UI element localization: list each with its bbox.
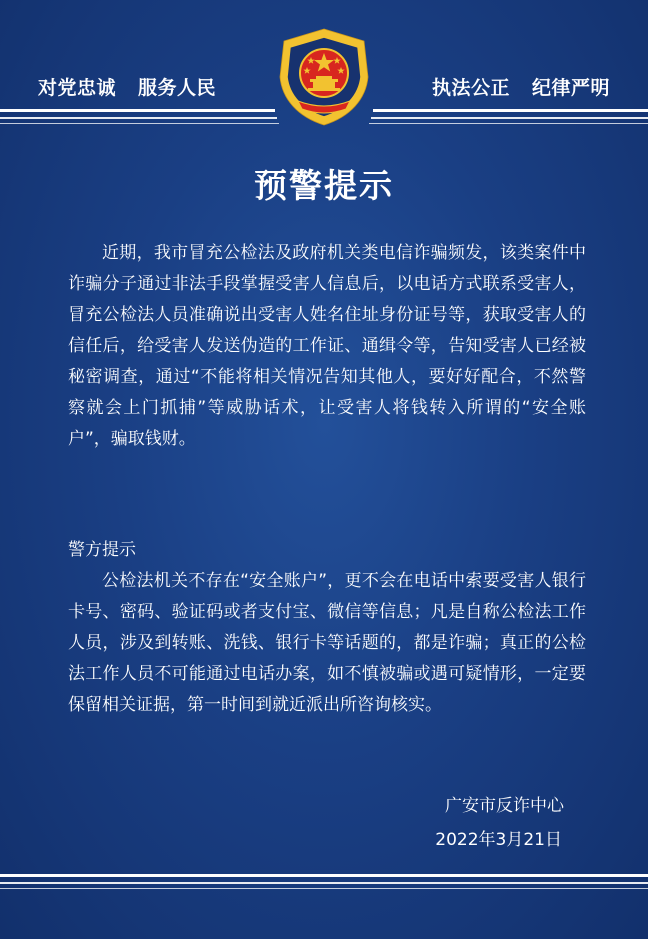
top-stripe-left-1: [0, 109, 275, 112]
body-paragraph-1: 近期，我市冒充公检法及政府机关类电信诈骗频发，该类案件中诈骗分子通过非法手段掌握受害人信息后，以电话方式联系受害人，冒充公检法人员准确说出受害人姓名住址身份证号等，获取受害人的信任后，给受害人发送伪造的工作证、通缉令等，告知受害人已经被秘密调查，通过“不能将相关情况告知其他人，要好好配合，不然警察就会上门抓捕”等威胁话术，让受害人将钱转入所谓的“安全账户”，骗取钱财。: [68, 243, 586, 449]
top-stripe-right-3: [369, 123, 648, 124]
slogan-fair-law: 执法公正: [431, 77, 510, 99]
bottom-stripe-1: [0, 874, 648, 877]
bottom-stripe-band: [0, 874, 648, 896]
header-slogans-right: [432, 75, 610, 101]
slogan-serve-people: 服务人民: [138, 77, 217, 99]
bottom-stripe-2: [0, 882, 648, 884]
slogan-loyalty: 对党忠诚: [38, 77, 117, 99]
top-stripe-right-2: [371, 117, 648, 119]
top-stripe-left-2: [0, 117, 277, 119]
signature-organization: 广安市反诈中心: [445, 796, 564, 816]
top-stripe-right-1: [373, 109, 648, 112]
slogan-strict-discipline: 纪律严明: [531, 77, 610, 99]
top-stripe-left-3: [0, 123, 279, 124]
section-heading-police-tips: 警方提示: [68, 540, 136, 560]
signature-date: 2022年3月21日: [435, 830, 562, 850]
page-title: 预警提示: [254, 166, 394, 205]
police-emblem-icon: [272, 25, 376, 129]
body-paragraph-2: 公检法机关不存在“安全账户”，更不会在电话中索要受害人银行卡号、密码、验证码或者支付宝、微信等信息；凡是自称公检法工作人员，涉及到转账、洗钱、银行卡等话题的，都是诈骗；真正的公检法工作人员不可能通过电话办案，如不慎被骗或遇可疑情形，一定要保留相关证据，第一时间到就近派出所咨询核实。: [68, 571, 586, 715]
bottom-stripe-3: [0, 888, 648, 889]
header-slogans-left: [38, 75, 216, 101]
